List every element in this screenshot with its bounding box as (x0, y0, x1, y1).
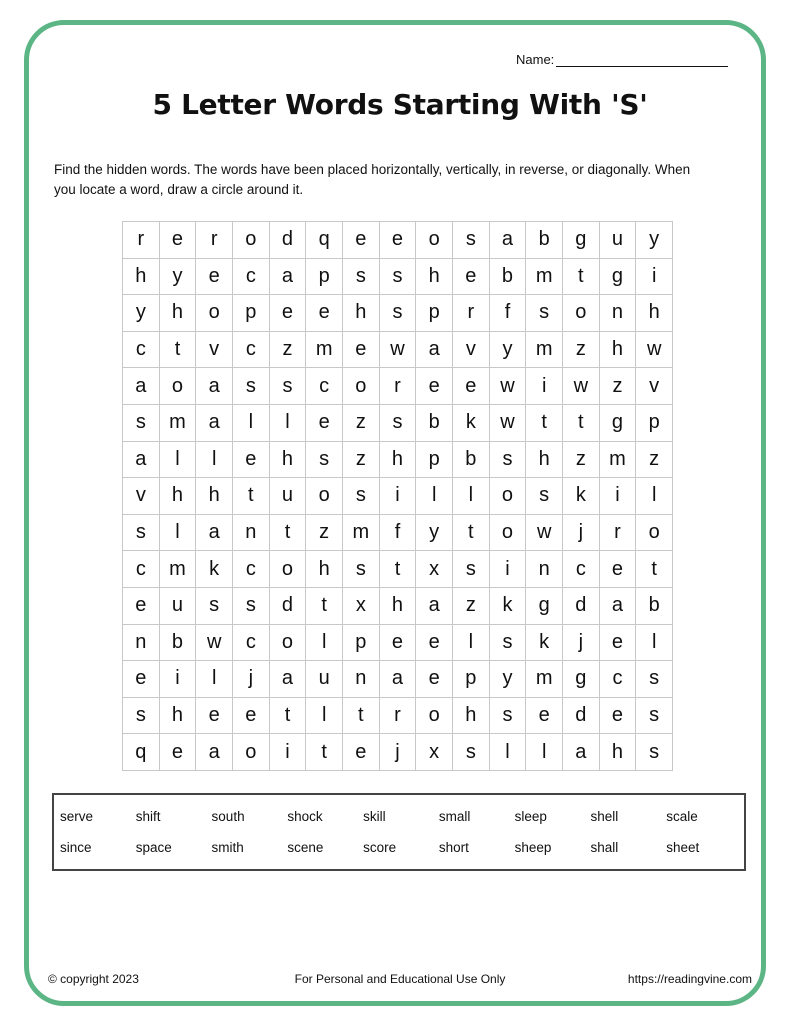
page-title: 5 Letter Words Starting With 'S' (152, 88, 648, 121)
grid-cell[interactable]: o (416, 698, 453, 735)
grid-cell[interactable]: o (196, 295, 233, 332)
grid-cell[interactable]: a (196, 368, 233, 405)
grid-cell[interactable]: e (343, 222, 380, 259)
grid-cell[interactable]: o (563, 295, 600, 332)
grid-cell[interactable]: u (270, 478, 307, 515)
grid-cell[interactable]: w (563, 368, 600, 405)
grid-cell[interactable]: r (123, 222, 160, 259)
grid-cell[interactable]: t (563, 405, 600, 442)
grid-cell[interactable]: h (160, 295, 197, 332)
name-blank-line[interactable] (556, 54, 728, 67)
grid-cell[interactable]: a (490, 222, 527, 259)
grid-cell[interactable]: s (343, 551, 380, 588)
grid-cell[interactable]: t (526, 405, 563, 442)
grid-cell[interactable]: c (306, 368, 343, 405)
grid-cell[interactable]: p (306, 259, 343, 296)
grid-cell[interactable]: p (416, 295, 453, 332)
grid-cell[interactable]: h (123, 259, 160, 296)
grid-cell[interactable]: z (453, 588, 490, 625)
grid-cell[interactable]: d (563, 698, 600, 735)
grid-cell[interactable]: n (123, 625, 160, 662)
grid-cell[interactable]: k (563, 478, 600, 515)
grid-cell[interactable]: h (526, 442, 563, 479)
grid-cell[interactable]: o (490, 515, 527, 552)
word-bank-item: scene (287, 840, 324, 855)
grid-cell[interactable]: s (636, 698, 673, 735)
grid-cell[interactable]: u (306, 661, 343, 698)
grid-cell[interactable]: c (233, 625, 270, 662)
word-bank (52, 793, 746, 871)
instructions-text: Find the hidden words. The words have been placed horizontally, vertically, in reverse, or diagonally. When you locate a word, draw a circle around it. (54, 162, 691, 197)
grid-cell[interactable]: h (600, 332, 637, 369)
site-url[interactable]: https://readingvine.com (627, 972, 752, 986)
grid-cell[interactable]: s (490, 625, 527, 662)
grid-cell[interactable]: e (233, 698, 270, 735)
word-bank-item: since (60, 840, 92, 855)
grid-cell[interactable]: r (380, 368, 417, 405)
grid-cell[interactable]: s (490, 442, 527, 479)
grid-cell[interactable]: l (196, 661, 233, 698)
grid-cell[interactable]: p (416, 442, 453, 479)
grid-cell[interactable]: w (196, 625, 233, 662)
grid-cell[interactable]: d (563, 588, 600, 625)
grid-cell[interactable]: f (490, 295, 527, 332)
grid-cell[interactable]: v (636, 368, 673, 405)
grid-cell[interactable]: g (526, 588, 563, 625)
grid-cell[interactable]: p (636, 405, 673, 442)
grid-cell[interactable]: n (600, 295, 637, 332)
grid-cell[interactable]: c (563, 551, 600, 588)
grid-cell[interactable]: c (123, 551, 160, 588)
grid-cell[interactable]: c (233, 259, 270, 296)
word-bank-item: sleep (514, 809, 547, 824)
grid-cell[interactable]: u (600, 222, 637, 259)
grid-cell[interactable]: s (123, 405, 160, 442)
grid-cell[interactable]: e (123, 588, 160, 625)
grid-cell[interactable]: e (526, 698, 563, 735)
grid-cell[interactable]: b (490, 259, 527, 296)
grid-cell[interactable]: h (160, 478, 197, 515)
usage-text: For Personal and Educational Use Only (294, 972, 506, 986)
grid-cell[interactable]: y (123, 295, 160, 332)
grid-cell[interactable]: h (600, 734, 637, 771)
grid-cell[interactable]: o (270, 551, 307, 588)
grid-cell[interactable]: e (343, 332, 380, 369)
grid-cell[interactable]: s (196, 588, 233, 625)
grid-cell[interactable]: t (636, 551, 673, 588)
grid-cell[interactable]: m (526, 259, 563, 296)
grid-cell[interactable]: o (233, 222, 270, 259)
grid-cell[interactable]: e (416, 661, 453, 698)
word-bank-item: sheep (514, 840, 552, 855)
grid-cell[interactable]: s (526, 295, 563, 332)
grid-cell[interactable]: x (416, 734, 453, 771)
grid-cell[interactable]: l (306, 625, 343, 662)
grid-cell[interactable]: l (526, 734, 563, 771)
grid-cell[interactable]: e (123, 661, 160, 698)
grid-cell[interactable]: z (636, 442, 673, 479)
grid-cell[interactable]: o (160, 368, 197, 405)
grid-cell[interactable]: t (343, 698, 380, 735)
grid-cell[interactable]: l (196, 442, 233, 479)
grid-cell[interactable]: b (160, 625, 197, 662)
grid-cell[interactable]: i (490, 551, 527, 588)
grid-cell[interactable]: v (453, 332, 490, 369)
grid-cell[interactable]: y (416, 515, 453, 552)
grid-cell[interactable]: l (636, 625, 673, 662)
grid-cell[interactable]: m (600, 442, 637, 479)
grid-cell[interactable]: x (343, 588, 380, 625)
grid-cell[interactable]: n (343, 661, 380, 698)
grid-cell[interactable]: t (270, 698, 307, 735)
grid-cell[interactable]: a (416, 588, 453, 625)
grid-cell[interactable]: m (526, 332, 563, 369)
grid-cell[interactable]: s (233, 588, 270, 625)
grid-cell[interactable]: h (306, 551, 343, 588)
grid-cell[interactable]: s (270, 368, 307, 405)
grid-cell[interactable]: g (563, 222, 600, 259)
grid-cell[interactable]: h (196, 478, 233, 515)
grid-cell[interactable]: i (380, 478, 417, 515)
grid-cell[interactable]: y (490, 332, 527, 369)
grid-cell[interactable]: n (233, 515, 270, 552)
grid-cell[interactable]: l (453, 478, 490, 515)
grid-cell[interactable]: h (160, 698, 197, 735)
grid-cell[interactable]: m (526, 661, 563, 698)
grid-cell[interactable]: s (306, 442, 343, 479)
grid-cell[interactable]: f (380, 515, 417, 552)
grid-cell[interactable]: x (416, 551, 453, 588)
grid-cell[interactable]: a (270, 661, 307, 698)
grid-cell[interactable]: t (270, 515, 307, 552)
grid-cell[interactable]: j (380, 734, 417, 771)
grid-cell[interactable]: d (270, 222, 307, 259)
grid-cell[interactable]: e (380, 222, 417, 259)
grid-cell[interactable]: z (563, 442, 600, 479)
grid-cell[interactable]: j (563, 515, 600, 552)
grid-cell[interactable]: i (636, 259, 673, 296)
grid-cell[interactable]: q (123, 734, 160, 771)
grid-cell[interactable]: s (453, 551, 490, 588)
grid-cell[interactable]: o (233, 734, 270, 771)
word-bank-item: shift (135, 809, 161, 824)
grid-cell[interactable]: b (636, 588, 673, 625)
grid-cell[interactable]: c (233, 332, 270, 369)
grid-cell[interactable]: z (270, 332, 307, 369)
grid-cell[interactable]: l (160, 515, 197, 552)
grid-cell[interactable]: e (306, 295, 343, 332)
grid-cell[interactable]: l (160, 442, 197, 479)
grid-cell[interactable]: h (380, 588, 417, 625)
grid-cell[interactable]: y (160, 259, 197, 296)
grid-cell[interactable]: o (490, 478, 527, 515)
grid-cell[interactable]: k (526, 625, 563, 662)
grid-cell[interactable]: p (453, 661, 490, 698)
grid-cell[interactable]: a (196, 734, 233, 771)
grid-cell[interactable]: n (526, 551, 563, 588)
grid-cell[interactable]: l (416, 478, 453, 515)
grid-cell[interactable]: l (306, 698, 343, 735)
grid-cell[interactable]: r (380, 698, 417, 735)
grid-cell[interactable]: a (416, 332, 453, 369)
grid-cell[interactable]: t (160, 332, 197, 369)
grid-cell[interactable]: e (600, 698, 637, 735)
grid-cell[interactable]: l (453, 625, 490, 662)
grid-cell[interactable]: p (233, 295, 270, 332)
word-bank-item: serve (60, 809, 94, 824)
grid-cell[interactable]: a (123, 442, 160, 479)
grid-cell[interactable]: l (233, 405, 270, 442)
grid-cell[interactable]: h (636, 295, 673, 332)
grid-cell[interactable]: w (636, 332, 673, 369)
word-bank-item: skill (363, 809, 386, 824)
word-bank-item: sheet (666, 840, 700, 855)
grid-cell[interactable]: u (160, 588, 197, 625)
grid-cell[interactable]: i (270, 734, 307, 771)
grid-cell[interactable]: t (380, 551, 417, 588)
grid-cell[interactable]: s (380, 405, 417, 442)
grid-cell[interactable]: d (270, 588, 307, 625)
grid-cell[interactable]: k (490, 588, 527, 625)
grid-cell[interactable]: s (123, 515, 160, 552)
grid-cell[interactable]: s (123, 698, 160, 735)
grid-cell[interactable]: i (600, 478, 637, 515)
grid-cell[interactable]: h (380, 442, 417, 479)
grid-cell[interactable]: v (123, 478, 160, 515)
grid-cell[interactable]: e (233, 442, 270, 479)
grid-cell[interactable]: e (453, 259, 490, 296)
grid-cell[interactable]: t (233, 478, 270, 515)
word-bank-item: score (363, 840, 397, 855)
grid-cell[interactable]: i (160, 661, 197, 698)
grid-cell[interactable]: g (563, 661, 600, 698)
grid-cell[interactable]: w (526, 515, 563, 552)
grid-cell[interactable]: s (343, 478, 380, 515)
grid-cell[interactable]: s (490, 698, 527, 735)
grid-cell[interactable]: w (490, 405, 527, 442)
grid-cell[interactable]: t (453, 515, 490, 552)
grid-cell[interactable]: r (453, 295, 490, 332)
grid-cell[interactable]: b (416, 405, 453, 442)
grid-cell[interactable]: w (380, 332, 417, 369)
grid-cell[interactable]: a (123, 368, 160, 405)
grid-cell[interactable]: s (636, 734, 673, 771)
word-bank-item: shall (590, 840, 619, 855)
grid-cell[interactable]: h (453, 698, 490, 735)
grid-cell[interactable]: k (453, 405, 490, 442)
grid-cell[interactable]: i (526, 368, 563, 405)
grid-cell[interactable]: s (453, 734, 490, 771)
grid-cell[interactable]: o (636, 515, 673, 552)
grid-cell[interactable]: s (636, 661, 673, 698)
grid-cell[interactable]: o (270, 625, 307, 662)
grid-cell[interactable]: k (196, 551, 233, 588)
grid-cell[interactable]: o (416, 222, 453, 259)
grid-cell[interactable]: a (600, 588, 637, 625)
grid-cell[interactable]: a (380, 661, 417, 698)
grid-cell[interactable]: e (380, 625, 417, 662)
grid-cell[interactable]: r (600, 515, 637, 552)
grid-cell[interactable]: c (600, 661, 637, 698)
grid-cell[interactable]: g (600, 259, 637, 296)
grid-cell[interactable]: s (526, 478, 563, 515)
grid-cell[interactable]: w (490, 368, 527, 405)
word-bank-item: smith (211, 840, 244, 855)
grid-cell[interactable]: l (270, 405, 307, 442)
grid-cell[interactable]: a (196, 515, 233, 552)
grid-cell[interactable]: b (453, 442, 490, 479)
grid-cell[interactable]: t (306, 588, 343, 625)
grid-cell[interactable]: e (600, 551, 637, 588)
grid-cell[interactable]: m (306, 332, 343, 369)
grid-cell[interactable]: j (233, 661, 270, 698)
copyright-text: © copyright 2023 (48, 972, 139, 986)
word-bank-item: scale (666, 809, 698, 824)
grid-cell[interactable]: a (563, 734, 600, 771)
grid-cell[interactable]: e (306, 405, 343, 442)
grid-cell[interactable]: e (416, 625, 453, 662)
grid-cell[interactable]: l (490, 734, 527, 771)
grid-cell[interactable]: z (343, 442, 380, 479)
grid-cell[interactable]: h (416, 259, 453, 296)
word-bank-item: south (211, 809, 245, 824)
grid-cell[interactable]: s (343, 259, 380, 296)
word-bank-item: small (438, 809, 471, 824)
grid-cell[interactable]: z (563, 332, 600, 369)
grid-cell[interactable]: s (380, 295, 417, 332)
grid-cell[interactable]: h (270, 442, 307, 479)
grid-cell[interactable]: e (196, 698, 233, 735)
grid-cell[interactable]: y (636, 222, 673, 259)
grid-cell[interactable]: z (306, 515, 343, 552)
word-bank-item: short (438, 840, 469, 855)
grid-cell[interactable]: m (343, 515, 380, 552)
grid-cell[interactable]: v (196, 332, 233, 369)
grid-cell[interactable]: s (233, 368, 270, 405)
grid-cell[interactable]: q (306, 222, 343, 259)
grid-cell[interactable]: e (416, 368, 453, 405)
grid-cell[interactable]: e (600, 625, 637, 662)
grid-cell[interactable]: l (636, 478, 673, 515)
word-bank-item: shock (287, 809, 323, 824)
grid-cell[interactable]: o (343, 368, 380, 405)
word-bank-item: space (135, 840, 172, 855)
word-bank-item: shell (590, 809, 619, 824)
name-label: Name: (516, 52, 555, 67)
grid-cell[interactable]: g (600, 405, 637, 442)
grid-cell[interactable]: s (380, 259, 417, 296)
grid-cell[interactable]: c (123, 332, 160, 369)
grid-cell[interactable]: z (600, 368, 637, 405)
grid-cell[interactable]: j (563, 625, 600, 662)
grid-cell[interactable]: e (453, 368, 490, 405)
grid-cell[interactable]: e (343, 734, 380, 771)
grid-cell[interactable]: s (453, 222, 490, 259)
grid-cell[interactable]: e (270, 295, 307, 332)
grid-cell[interactable]: c (233, 551, 270, 588)
grid-cell[interactable]: z (343, 405, 380, 442)
word-search-grid (122, 221, 673, 771)
grid-cell[interactable]: y (490, 661, 527, 698)
name-field[interactable] (516, 52, 728, 67)
grid-cell[interactable]: e (196, 259, 233, 296)
grid-cell[interactable]: a (270, 259, 307, 296)
grid-cell[interactable]: m (160, 405, 197, 442)
grid-cell[interactable]: h (343, 295, 380, 332)
grid-cell[interactable]: a (196, 405, 233, 442)
grid-cell[interactable]: e (160, 222, 197, 259)
grid-cell[interactable]: t (563, 259, 600, 296)
grid-cell[interactable]: t (306, 734, 343, 771)
grid-cell[interactable]: b (526, 222, 563, 259)
grid-cell[interactable]: o (306, 478, 343, 515)
grid-cell[interactable]: e (160, 734, 197, 771)
grid-cell[interactable]: m (160, 551, 197, 588)
grid-cell[interactable]: p (343, 625, 380, 662)
grid-cell[interactable]: r (196, 222, 233, 259)
